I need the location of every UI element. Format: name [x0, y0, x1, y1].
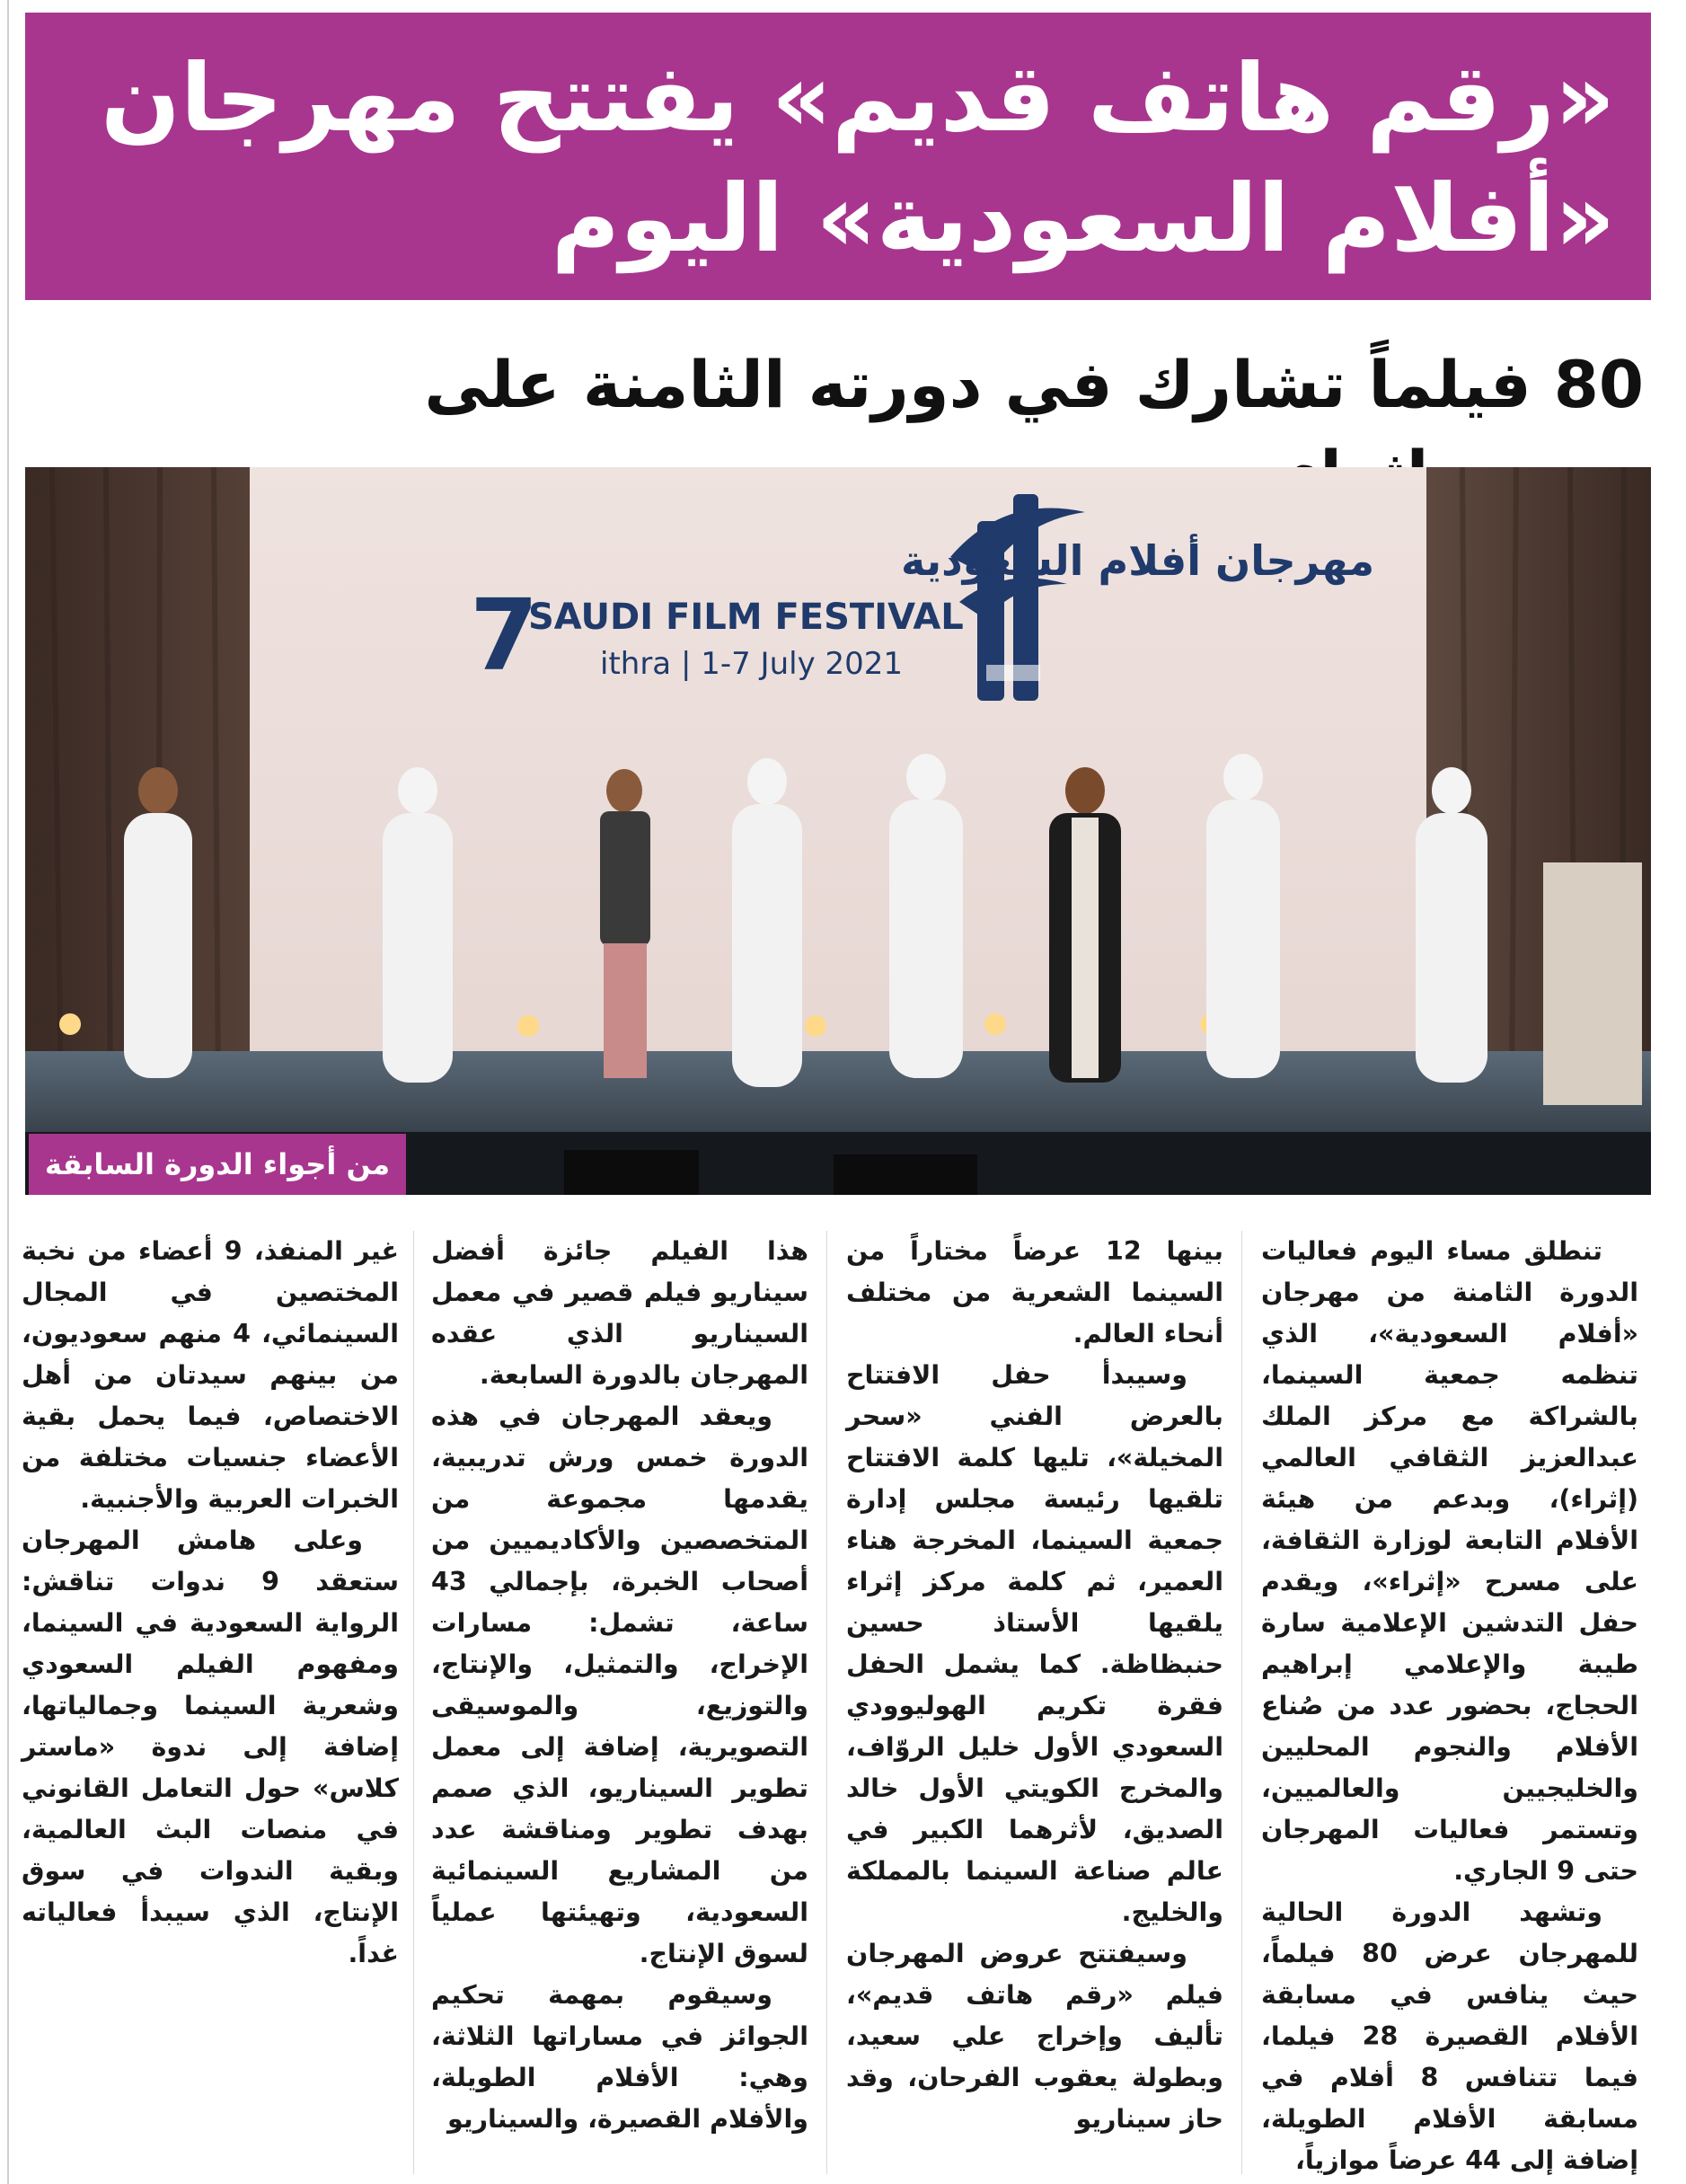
paragraph: وسيفتتح عروض المهرجان فيلم «رقم هاتف قديم»، تأليف وإخراج علي سعيد، وبطولة يعقوب الفرحان، وقد حاز سيناريو	[846, 1939, 1223, 2134]
paragraph: وسيبدأ حفل الافتتاح بالعرض الفني «سحر المخيلة»، تليها كلمة الافتتاح تلقيها رئيسة مجلس إدارة جمعية السينما، المخرجة هناء العمير، ثم كلمة مركز إثراء يلقيها الأستاذ حسين حنبظاظة. كما يشمل الحفل فقرة تكريم الهوليوودي السعودي الأول خليل الروّاف، والمخرج الكويتي الأول خالد الصديق، لأثرهما الكبير في عالم صناعة السينما بالمملكة والخليج.	[846, 1360, 1223, 1927]
headline: «رقم هاتف قديم» يفتتح مهرجان «أفلام السعودية» اليوم	[101, 43, 1615, 273]
paragraph: غير المنفذ، 9 أعضاء من نخبة المختصين في المجال السينمائي، 4 منهم سعوديون، من بينهم سيدتان من أهل الاختصاص، فيما يحمل بقية الأعضاء جنسيات مختلفة من الخبرات العربية والأجنبية.	[22, 1236, 399, 1514]
page-edge-line	[7, 0, 9, 2184]
column-rule	[826, 1231, 827, 2174]
article-column-1	[1261, 1231, 1638, 2174]
paragraph: هذا الفيلم جائزة أفضل سيناريو فيلم قصير في معمل السيناريو الذي عقده المهرجان بالدورة السابعة.	[431, 1236, 808, 1390]
subheadline: 80 فيلماً تشارك في دورته الثامنة على	[424, 347, 1644, 422]
paragraph: وعلى هامش المهرجان ستعقد 9 ندوات تناقش: الرواية السعودية في السينما، ومفهوم الفيلم السعودي وشعرية السينما وجمالياتها، إضافة إلى ندوة «ماستر كلاس» حول التعامل القانوني في منصات البث العالمية، وبقية الندوات في سوق الإنتاج، الذي سيبدأ فعالياته غداً.	[22, 1525, 399, 1968]
person-3	[600, 769, 650, 1078]
headline-banner	[25, 13, 1651, 300]
column-rule	[1241, 1231, 1242, 2174]
screen-arabic-title: مهرجان أفلام السعودية	[901, 536, 1375, 585]
photo-caption: من أجواء الدورة السابقة	[29, 1134, 406, 1195]
screen-number: 7	[470, 578, 539, 693]
paragraph: بينها 12 عرضاً مختاراً من السينما الشعرية من مختلف أنحاء العالم.	[846, 1236, 1223, 1348]
paragraph: وتشهد الدورة الحالية للمهرجان عرض 80 فيلماً، حيث ينافس في مسابقة الأفلام القصيرة 28 فيلما، فيما تتنافس 8 أفلام في مسابقة الأفلام الطويلة، إضافة إلى 44 عرضاً موازياً،	[1261, 1897, 1638, 2175]
paragraph: وسيقوم بمهمة تحكيم الجوائز في مساراتها الثلاثة، وهي: الأفلام الطويلة، والأفلام القصيرة، والسيناريو	[431, 1980, 808, 2134]
paragraph: ويعقد المهرجان في هذه الدورة خمس ورش تدريبية، يقدمها مجموعة من المتخصصين والأكاديميين من أصحاب الخبرة، بإجمالي 43 ساعة، تشمل: مسارات الإخراج، والتمثيل، والإنتاج، والتوزيع، والموسيقى التصويرية، إضافة إلى معمل تطوير السيناريو، الذي صمم بهدف تطوير ومناقشة عدد من المشاريع السينمائية السعودية، وتهيئتها عملياً لسوق الإنتاج.	[431, 1401, 808, 1968]
festival-photo	[25, 467, 1651, 1195]
article-column-3	[431, 1231, 808, 2174]
column-rule	[413, 1231, 414, 2174]
article-column-2	[846, 1231, 1223, 2174]
podium	[1543, 862, 1642, 1105]
screen-dates: ithra | 1-7 July 2021	[600, 646, 904, 682]
paragraph: تنطلق مساء اليوم فعاليات الدورة الثامنة من مهرجان «أفلام السعودية»، الذي تنظمه جمعية السينما، بالشراكة مع مركز الملك عبدالعزيز الثقافي العالمي (إثراء)، وبدعم من هيئة الأفلام التابعة لوزارة الثقافة، على مسرح «إثراء»، ويقدم حفل التدشين الإعلامية سارة طيبة والإعلامي إبراهيم الحجاج، بحضور عدد من صُناع الأفلام والنجوم المحليين والخليجيين والعالميين، وتستمر فعاليات المهرجان حتى 9 الجاري.	[1261, 1236, 1638, 1886]
article-column-4	[22, 1231, 399, 2174]
screen-english-title: SAUDI FILM FESTIVAL	[528, 597, 964, 638]
